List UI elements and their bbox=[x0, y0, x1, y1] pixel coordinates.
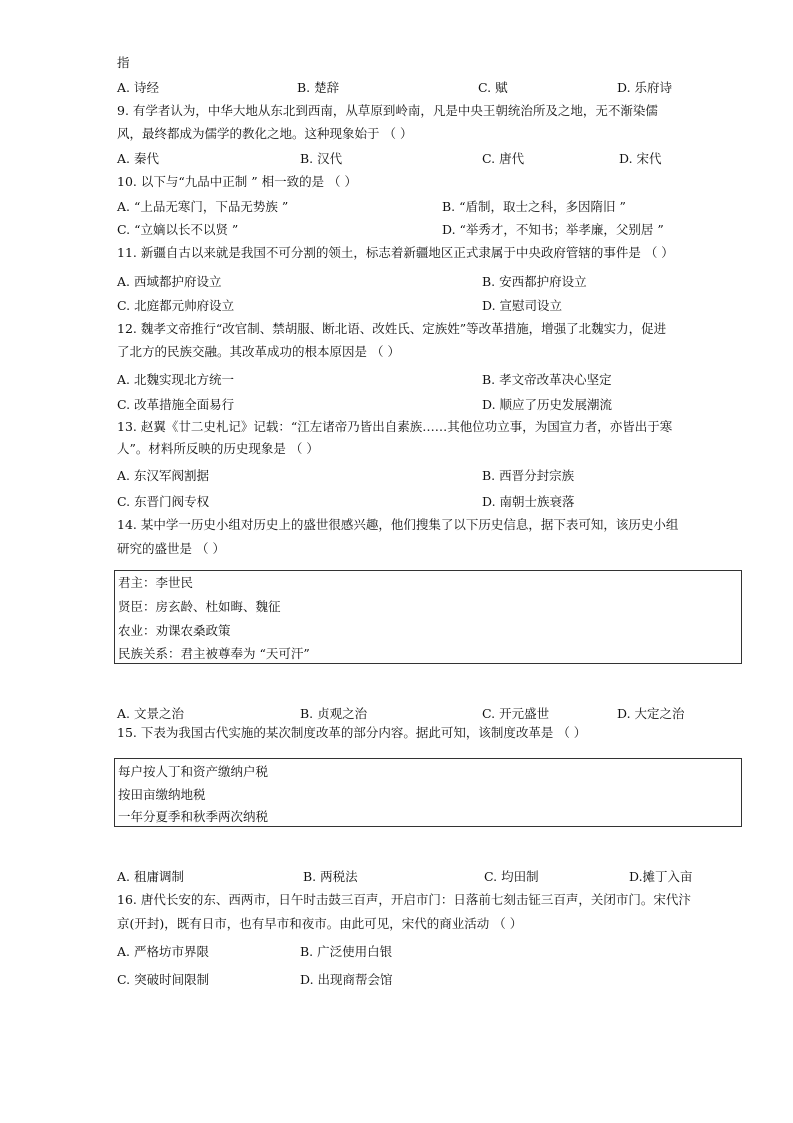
q12-stem-line1: 12. 魏孝文帝推行“改官制、禁胡服、断北语、改姓氏、定族姓”等改革措施，增强了北魏实力，促进 bbox=[117, 321, 667, 336]
q14-option-b: B. 贞观之治 bbox=[300, 706, 368, 721]
q14-table-row-ministers: 贤臣：房玄龄、杜如晦、魏征 bbox=[118, 599, 281, 614]
q16-option-c: C. 突破时间限制 bbox=[117, 972, 210, 987]
q12-option-d: D. 顺应了历史发展潮流 bbox=[482, 397, 613, 412]
q10-stem-line1: 10. 以下与“九品中正制 ” 相一致的是 （ ） bbox=[117, 174, 358, 189]
q14-stem-line2: 研究的盛世是 （ ） bbox=[117, 541, 225, 556]
q12-stem-line2: 了北方的民族交融。其改革成功的根本原因是 （ ） bbox=[117, 344, 400, 359]
q15-table-row-land-tax: 按田亩缴纳地税 bbox=[118, 787, 206, 802]
q9-option-d: D. 宋代 bbox=[619, 151, 662, 166]
q11-stem-line1: 11. 新疆自古以来就是我国不可分割的领土，标志着新疆地区正式隶属于中央政府管辖的事件是 （ ） bbox=[117, 245, 674, 260]
q8-option-c: C. 赋 bbox=[478, 80, 508, 95]
q9-stem-line2: 风，最终都成为儒学的教化之地。这种现象始于 （ ） bbox=[117, 126, 413, 141]
q13-stem-line1: 13. 赵翼《廿二史札记》记载：“江左诸帝乃皆出自素族……其他位功立事，为国宣力者，亦皆出于寒 bbox=[117, 419, 673, 434]
q10-option-d: D. “举秀才，不知书；举孝廉，父别居 ” bbox=[442, 222, 664, 237]
q14-option-c: C. 开元盛世 bbox=[482, 706, 550, 721]
q9-option-c: C. 唐代 bbox=[482, 151, 525, 166]
q14-stem-line1: 14. 某中学一历史小组对历史上的盛世很感兴趣，他们搜集了以下历史信息，据下表可知，该历史小组 bbox=[117, 517, 679, 532]
q8-option-d: D. 乐府诗 bbox=[617, 80, 673, 95]
q16-stem-line1: 16. 唐代长安的东、西两市，日午时击鼓三百声，开启市门：日落前七刻击钲三百声，关闭市门。宋代汴 bbox=[117, 892, 691, 907]
q10-option-c: C. “立嫡以长不以贤 ” bbox=[117, 222, 239, 237]
q16-option-a: A. 严格坊市界限 bbox=[117, 944, 209, 959]
q15-option-a: A. 租庸调制 bbox=[117, 869, 184, 884]
q15-info-table bbox=[114, 758, 742, 827]
q14-table-row-ethnic-relations: 民族关系：君主被尊奉为 “天可汗” bbox=[118, 646, 310, 661]
q13-option-d: D. 南朝士族衰落 bbox=[482, 494, 575, 509]
q13-option-b: B. 西晋分封宗族 bbox=[482, 468, 575, 483]
q11-option-b: B. 安西都护府设立 bbox=[482, 274, 587, 289]
q16-option-d: D. 出现商帮会馆 bbox=[300, 972, 393, 987]
q14-option-a: A. 文景之治 bbox=[117, 706, 184, 721]
q15-option-b: B. 两税法 bbox=[303, 869, 358, 884]
q15-stem-line1: 15. 下表为我国古代实施的某次制度改革的部分内容。据此可知，该制度改革是 （ ） bbox=[117, 725, 587, 740]
q15-option-d: D.摊丁入亩 bbox=[629, 869, 693, 884]
q14-info-table bbox=[114, 570, 742, 664]
q15-option-c: C. 均田制 bbox=[484, 869, 539, 884]
q10-option-b: B. “盾制，取士之科，多因隋旧 ” bbox=[442, 199, 626, 214]
q12-option-a: A. 北魏实现北方统一 bbox=[117, 372, 234, 387]
q12-option-b: B. 孝文帝改革决心坚定 bbox=[482, 372, 612, 387]
q16-stem-line2: 京(开封)，既有日市，也有早市和夜市。由此可见，宋代的商业活动 （ ） bbox=[117, 916, 523, 931]
q11-option-d: D. 宣慰司设立 bbox=[482, 298, 563, 313]
q9-option-b: B. 汉代 bbox=[300, 151, 343, 166]
q14-table-row-ruler: 君主：李世民 bbox=[118, 575, 194, 590]
q14-table-row-agriculture: 农业：劝课农桑政策 bbox=[118, 623, 231, 638]
q8-tail: 指 bbox=[117, 55, 130, 70]
q10-option-a: A. “上品无寒门，下品无势族 ” bbox=[117, 199, 289, 214]
q11-option-a: A. 西域都护府设立 bbox=[117, 274, 222, 289]
q8-option-b: B. 楚辞 bbox=[297, 80, 340, 95]
q13-option-c: C. 东晋门阀专权 bbox=[117, 494, 210, 509]
q11-option-c: C. 北庭都元帅府设立 bbox=[117, 298, 235, 313]
q8-option-a: A. 诗经 bbox=[117, 80, 159, 95]
q14-option-d: D. 大定之治 bbox=[617, 706, 685, 721]
q13-stem-line2: 人”。材料所反映的历史现象是 （ ） bbox=[117, 441, 319, 456]
q15-table-row-household-tax: 每户按人丁和资产缴纳户税 bbox=[118, 764, 269, 779]
q16-option-b: B. 广泛使用白银 bbox=[300, 944, 393, 959]
q15-table-row-two-payments: 一年分夏季和秋季两次纳税 bbox=[118, 809, 269, 824]
q9-stem-line1: 9. 有学者认为，中华大地从东北到西南，从草原到岭南，凡是中央王朝统治所及之地，无不渐染儒 bbox=[117, 103, 658, 118]
q13-option-a: A. 东汉军阀割据 bbox=[117, 468, 209, 483]
q9-option-a: A. 秦代 bbox=[117, 151, 159, 166]
q12-option-c: C. 改革措施全面易行 bbox=[117, 397, 235, 412]
